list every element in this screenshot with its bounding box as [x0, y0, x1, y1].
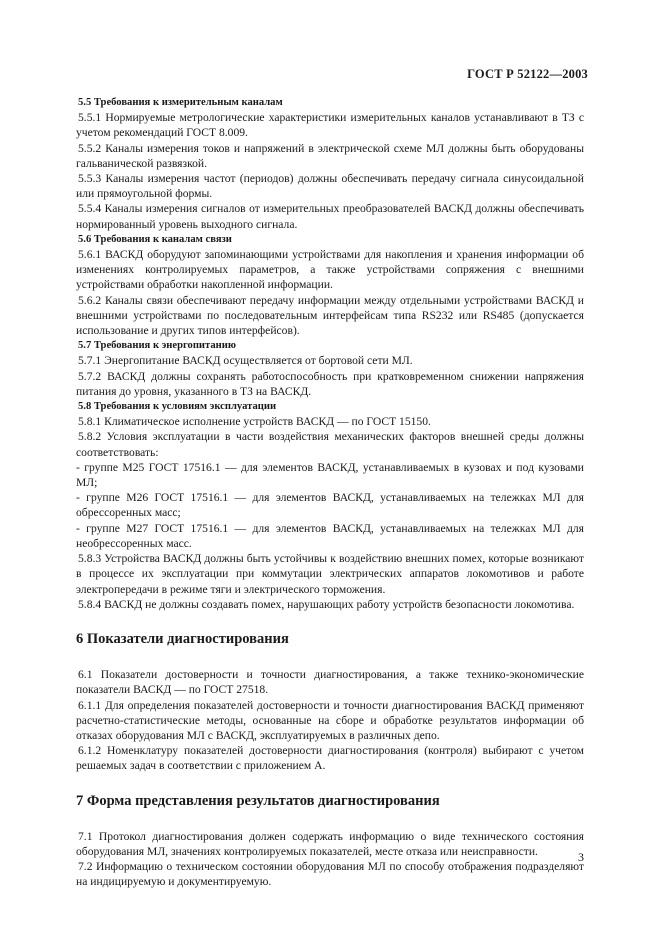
paragraph-5-5-3: 5.5.3 Каналы измерения частот (периодов) должны обеспечивать передачу сигнала синусоидальной или прямоугольной формы. — [76, 172, 584, 201]
subsection-title-5-8: 5.8 Требования к условиям эксплуатации — [78, 401, 277, 413]
paragraph-5-7-2: 5.7.2 ВАСКД должны сохранять работоспособность при кратковременном снижении напряжения питания до уровня, указанного в ТЗ на ВАСКД. — [76, 369, 584, 398]
subsection-title-5-7: 5.7 Требования к энергопитанию — [78, 340, 236, 352]
paragraph-5-5-1: 5.5.1 Нормируемые метрологические характеристики измерительных каналов устанавливают в ТЗ с учетом рекомендаций ГОСТ 8.009. — [76, 111, 584, 140]
paragraph-5-8-4: 5.8.4 ВАСКД не должны создавать помех, нарушающих работу устройств безопасности локомотива. — [78, 597, 575, 611]
section-title-7: 7 Форма представления результатов диагностирования — [76, 792, 440, 809]
section-title-6: 6 Показатели диагностирования — [76, 630, 289, 647]
paragraph-5-5-4: 5.5.4 Каналы измерения сигналов от измерительных преобразователей ВАСКД должны обеспечивать нормированный уровень выходного сигнала. — [76, 202, 584, 231]
subsection-title-5-6: 5.6 Требования к каналам связи — [78, 233, 232, 245]
list-item-m27: - группе М27 ГОСТ 17516.1 — для элементов ВАСКД, устанавливаемых на тележках МЛ для необрессоренных масс. — [76, 521, 584, 550]
paragraph-7-1: 7.1 Протокол диагностирования должен содержать информацию о виде технического состояния оборудования МЛ, значениях контролируемых показателей, месте отказа или неисправности. — [76, 829, 584, 858]
page-number: 3 — [578, 850, 584, 864]
subsection-title-5-5: 5.5 Требования к измерительным каналам — [78, 97, 283, 108]
document-body — [76, 95, 584, 890]
paragraph-5-6-1: 5.6.1 ВАСКД оборудуют запоминающими устройствами для накопления и хранения информации об изменениях контролируемых параметров, а также устройствами сопряжения с внешними устройствами обработки накопленной информации. — [76, 248, 584, 292]
paragraph-5-8-2: 5.8.2 Условия эксплуатации в части воздействия механических факторов внешней среды должны соответствовать: — [76, 430, 584, 459]
list-item-m26: - группе М26 ГОСТ 17516.1 — для элементов ВАСКД, устанавливаемых на тележках МЛ для обрессоренных масс; — [76, 491, 584, 520]
list-item-m25: - группе М25 ГОСТ 17516.1 — для элементов ВАСКД, устанавливаемых в кузовах и под кузовами МЛ; — [76, 460, 584, 490]
paragraph-5-8-1: 5.8.1 Климатическое исполнение устройств ВАСКД — по ГОСТ 15150. — [78, 415, 431, 429]
paragraph-6-1-1: 6.1.1 Для определения показателей достоверности и точности диагностирования ВАСКД применяют расчетно-статистические методы, основанные на сборе и обработке результатов информации об отказах оборудования МЛ с ВАСКД, эксплуатируемых в различных депо. — [76, 698, 584, 742]
standard-header: ГОСТ Р 52122—2003 — [467, 67, 588, 81]
paragraph-7-2: 7.2 Информацию о техническом состоянии оборудования МЛ по способу отображения подразделяют на индицируемую и документируемую. — [76, 860, 584, 889]
paragraph-5-6-2: 5.6.2 Каналы связи обеспечивают передачу информации между отдельными устройствами ВАСКД и внешними устройствами по последовательным интерфейсам типа RS232 или RS485 (допускается использование и других типов интерфейсов). — [76, 293, 584, 338]
paragraph-6-1-2: 6.1.2 Номенклатуру показателей достоверности диагностирования (контроля) выбирают с учетом решаемых задач в соответствии с приложением А. — [76, 744, 584, 773]
paragraph-5-7-1: 5.7.1 Энергопитание ВАСКД осуществляется от бортовой сети МЛ. — [78, 354, 413, 368]
paragraph-5-8-3: 5.8.3 Устройства ВАСКД должны быть устойчивы к воздействию внешних помех, которые возникают в процессе их эксплуатации при коммутации электрических аппаратов локомотивов и работе электропередачи в режиме тяги и электрического торможения. — [76, 552, 584, 596]
paragraph-5-5-2: 5.5.2 Каналы измерения токов и напряжений в электрической схеме МЛ должны быть оборудованы гальванической развязкой. — [76, 141, 584, 170]
paragraph-6-1: 6.1 Показатели достоверности и точности диагностирования, а также технико-экономические показатели ВАСКД — по ГОСТ 27518. — [76, 668, 584, 697]
